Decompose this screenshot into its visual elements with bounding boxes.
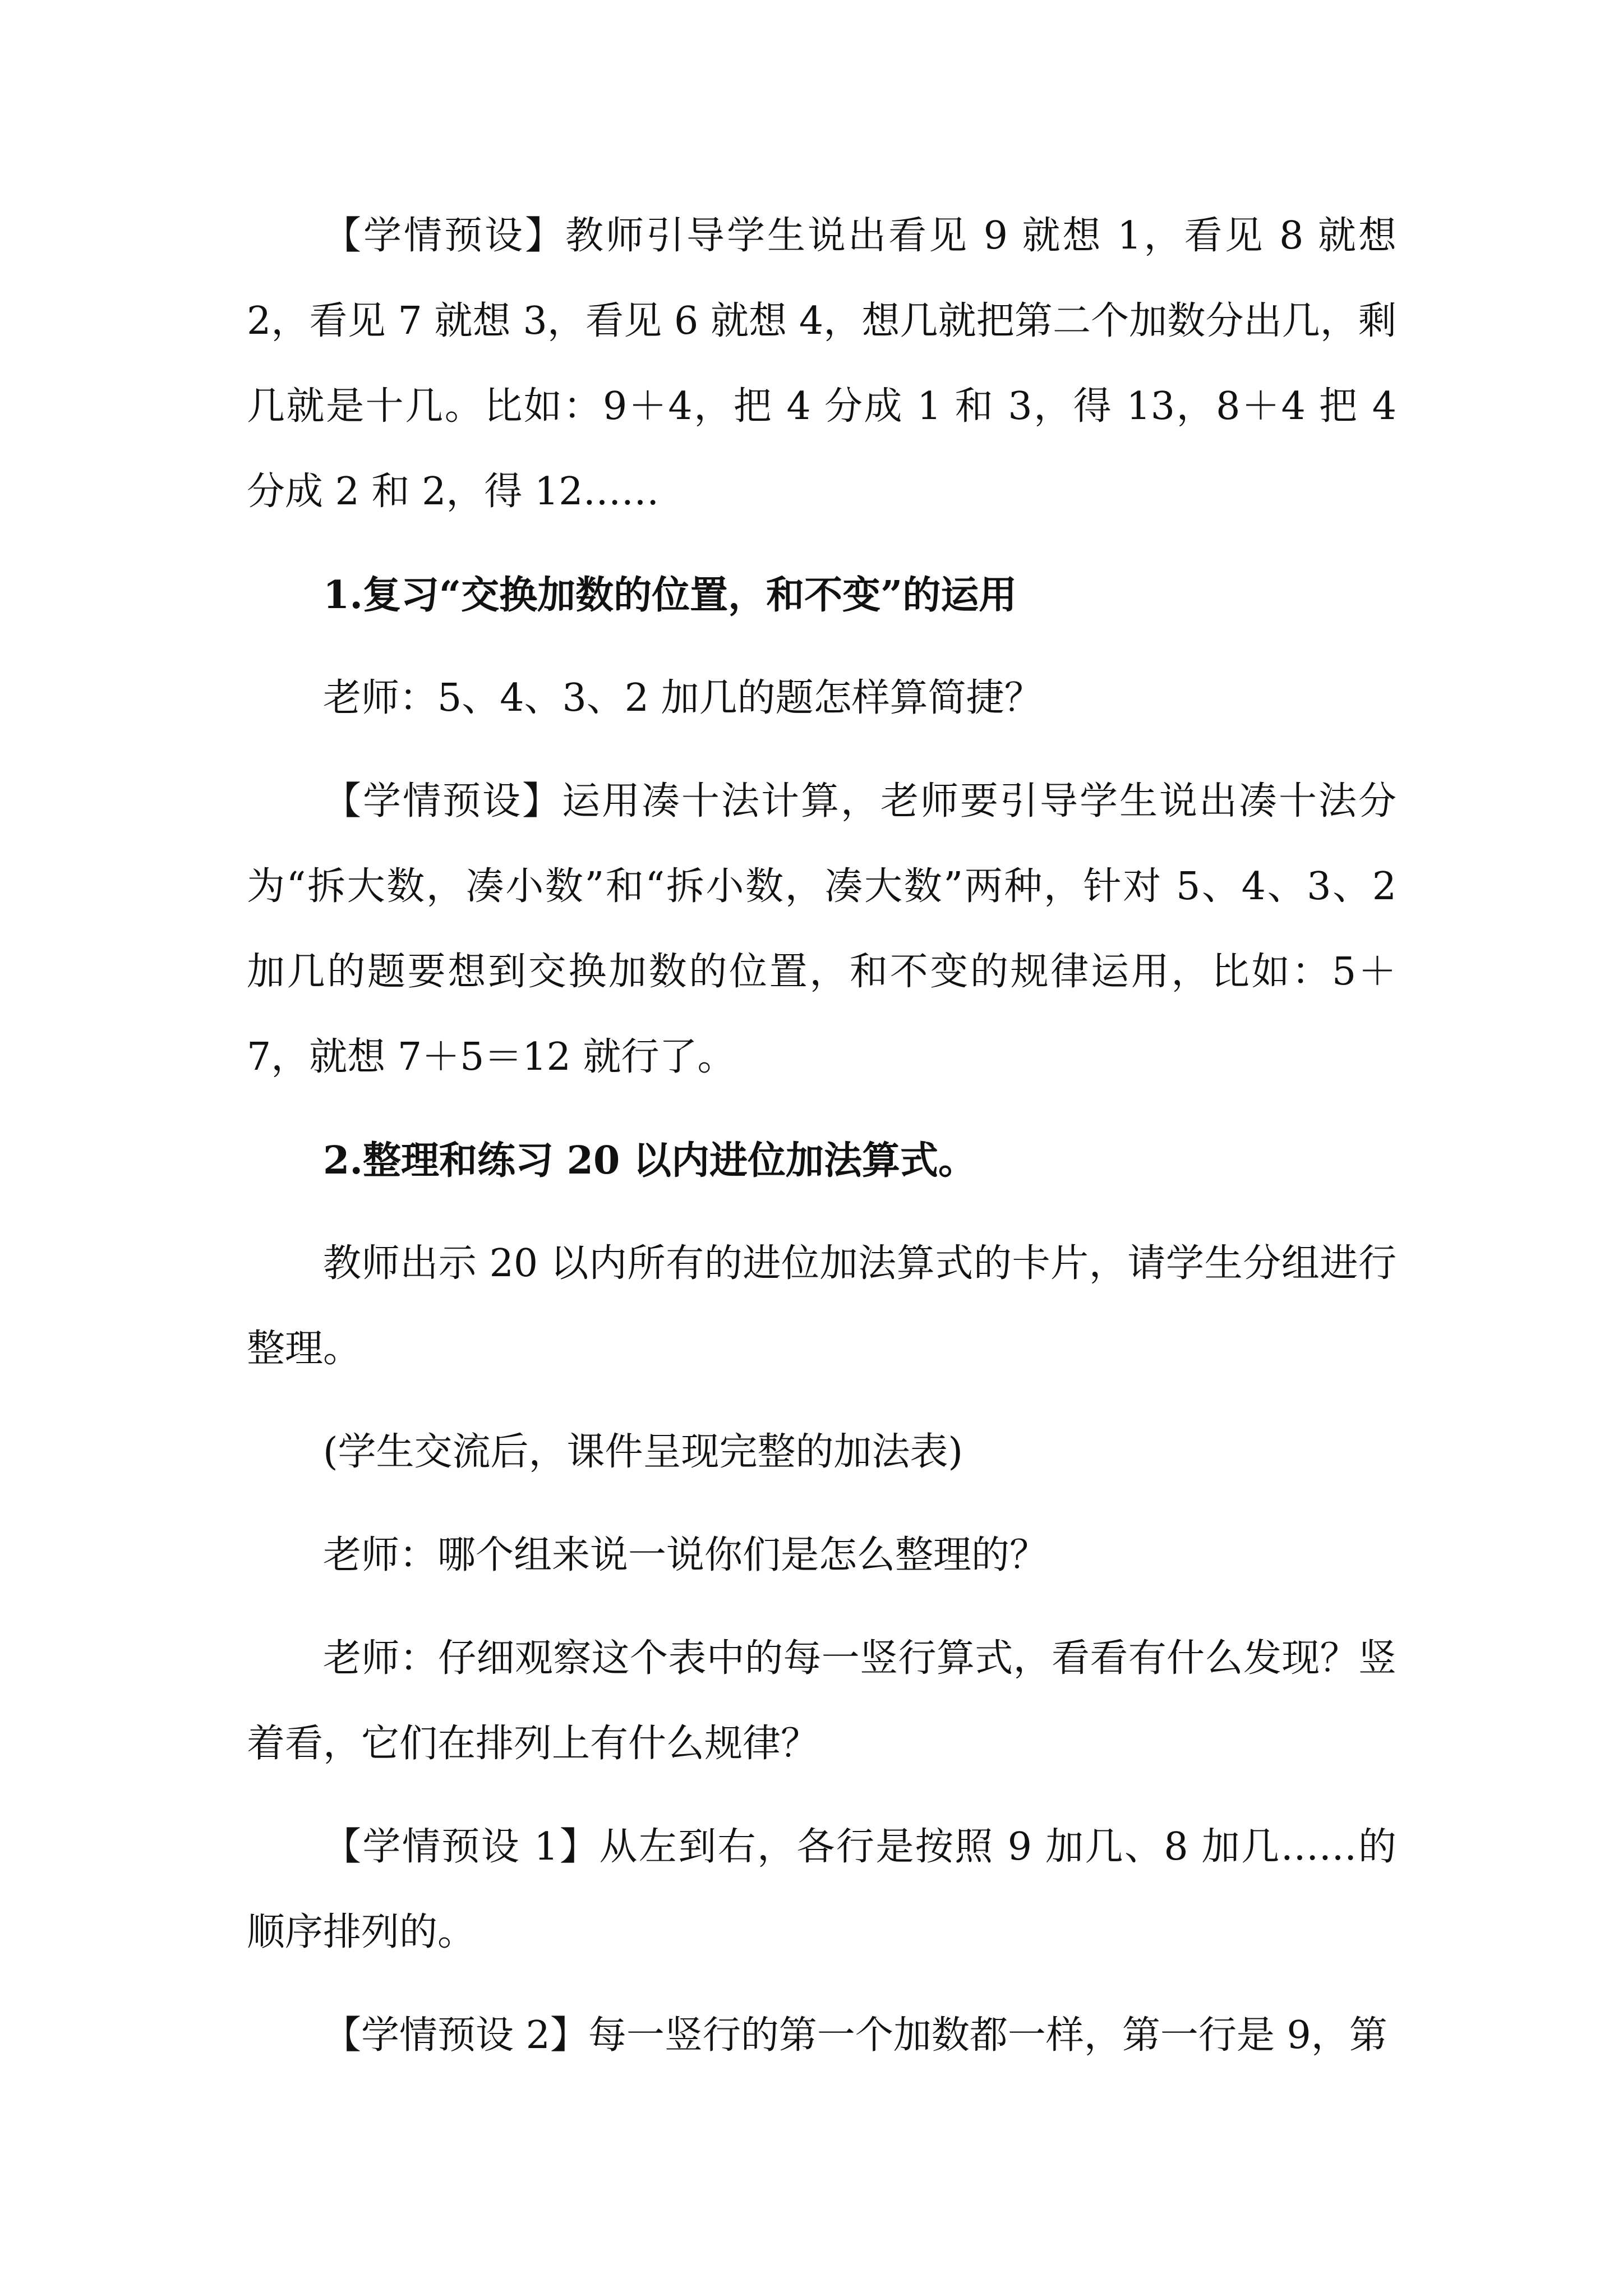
paragraph-student-exchange: (学生交流后，课件呈现完整的加法表): [323, 1430, 963, 1474]
paragraph-teacher-question-1: 老师：5、4、3、2 加几的题怎样算简捷？: [323, 676, 1043, 720]
paragraph-preset-make-ten: 【学情预设】运用凑十法计算，老师要引导学生说出凑十法分为“拆大数，凑小数”和“拆小数，凑大数”两种，针对 5、4、3、2 加几的题要想到交换加数的位置，和不变的规律运用，比如：5＋7，就想 7＋5＝12 就行了。: [247, 779, 1396, 1079]
paragraph-preset-2: 【学情预设 2】每一竖行的第一个加数都一样，第一行是 9，第: [323, 2013, 1387, 2058]
paragraph-teacher-question-3: 老师：仔细观察这个表中的每一竖行算式，看看有什么发现？竖着看，它们在排列上有什么规律？: [247, 1636, 1396, 1766]
section-heading-1: 1.复习“交换加数的位置，和不变”的运用: [323, 573, 1017, 618]
paragraph-preset-1: 【学情预设 1】从左到右，各行是按照 9 加几、8 加几……的顺序排列的。: [247, 1825, 1396, 1954]
paragraph-teacher-question-2: 老师：哪个组来说一说你们是怎么整理的？: [323, 1533, 1048, 1577]
section-heading-2: 2.整理和练习 20 以内进位加法算式。: [323, 1138, 976, 1183]
paragraph-teacher-cards: 教师出示 20 以内所有的进位加法算式的卡片，请学生分组进行整理。: [247, 1241, 1396, 1371]
paragraph-preset-think-ten: 【学情预设】教师引导学生说出看见 9 就想 1，看见 8 就想 2，看见 7 就想 3，看见 6 就想 4，想几就把第二个加数分出几，剩几就是十几。比如：9＋4，把 4 分成 1 和 3，得 13，8＋4 把 4 分成 2 和 2，得 12……: [247, 214, 1396, 514]
document-body: [247, 194, 1396, 2078]
